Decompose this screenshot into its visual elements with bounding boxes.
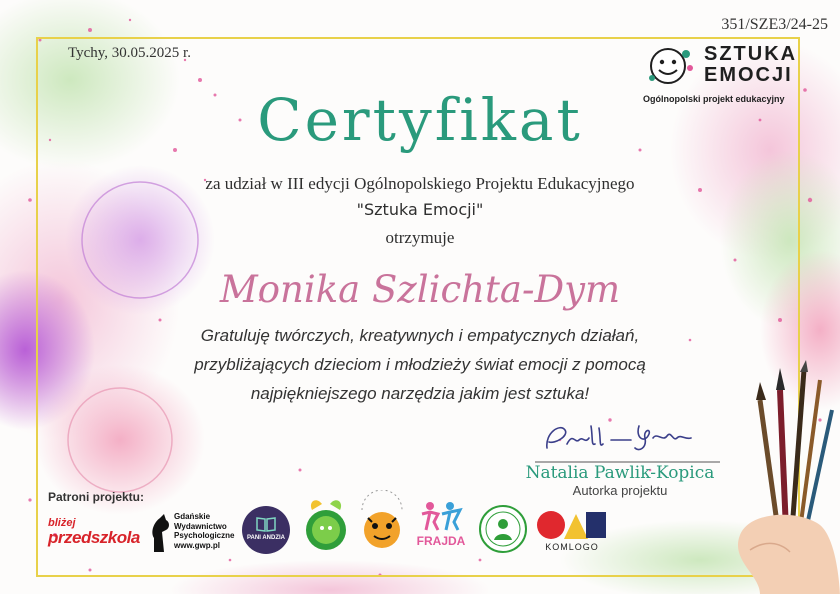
- recipient-name: Monika Szlichta-Dym: [219, 268, 621, 311]
- bliizej-word: bliżej: [48, 517, 76, 529]
- message-line-1: Gratuluję twórczych, kreatywnych i empatycznych działań,: [200, 326, 640, 345]
- signature-role: Autorka projektu: [572, 483, 668, 498]
- smiley-palette-icon: [646, 44, 696, 88]
- tiger-mascot-logo: [356, 490, 408, 554]
- gwp-line2: Wydawnictwo: [174, 521, 227, 531]
- paintbrushes-illustration: [720, 360, 840, 594]
- gwp-horse-icon: [148, 512, 172, 554]
- gwp-line1: Gdańskie: [174, 512, 211, 521]
- place-date: Tychy, 30.05.2025 r.: [68, 45, 191, 61]
- bliizej-przedszkola-logo: [48, 518, 140, 554]
- handwritten-signature: [535, 418, 725, 466]
- gwp-line3: Psychologiczne: [174, 531, 235, 540]
- patrons-label: Patroni projektu:: [48, 490, 145, 504]
- gwp-url: www.gwp.pl: [174, 540, 220, 550]
- przedszkola-word: przedszkola: [48, 528, 140, 547]
- project-name-line: "Sztuka Emocji": [356, 200, 484, 219]
- komlogo-shapes-icon: [536, 510, 608, 540]
- logo-title-line1: SZTUKA: [704, 43, 798, 65]
- pani-andzia-text: PANI ANDZIA: [247, 535, 285, 541]
- signature-name: Natalia Pawlik-Kopica: [525, 463, 715, 483]
- certificate-serial: 351/SZE3/24-25: [721, 16, 828, 33]
- receives-line: otrzymuje: [385, 228, 455, 247]
- komlogo-text: KOMLOGO: [545, 542, 599, 552]
- dancing-kids-icon: [418, 500, 464, 532]
- logo-subtitle: Ogólnopolski projekt edukacyjny: [643, 94, 785, 104]
- green-circle-badge: [478, 504, 528, 554]
- award-line-1: za udział w III edycji Ogólnopolskiego Projektu Edukacyjnego: [205, 174, 635, 193]
- gwp-logo: [148, 510, 240, 558]
- green-kids-logo: [302, 492, 350, 554]
- message-line-2: przybliżających dzieciom i młodzieży świat emocji z pomocą: [194, 355, 646, 374]
- frajda-text: FRAJDA: [416, 534, 466, 548]
- logo-title-line2: EMOCJI: [704, 64, 793, 86]
- pani-andzia-logo: [242, 506, 290, 554]
- book-icon: [256, 516, 276, 532]
- komlogo-logo: [536, 510, 608, 554]
- frajda-logo: [412, 500, 470, 554]
- logo-title: [704, 44, 797, 86]
- message-line-3: najpiękniejszego narzędzia jakim jest sztuka!: [250, 384, 590, 403]
- certificate-title: Certyfikat: [257, 86, 583, 154]
